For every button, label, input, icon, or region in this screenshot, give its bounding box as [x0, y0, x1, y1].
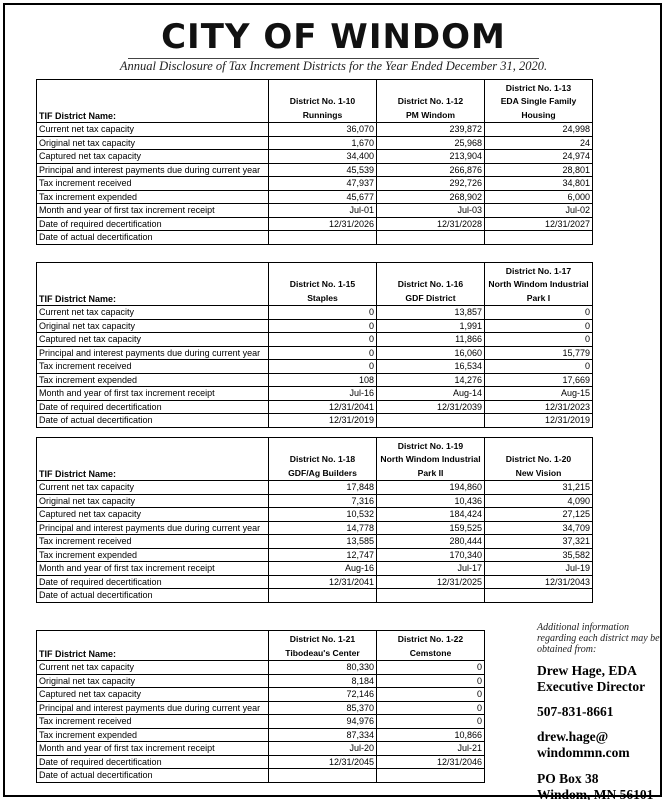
contact-address — [537, 771, 661, 800]
table-cell: 16,060 — [377, 346, 485, 360]
row-label: Date of required decertification — [37, 755, 269, 769]
table-cell: 24,974 — [485, 150, 593, 164]
row-label: Tax increment expended — [37, 728, 269, 742]
table-row — [37, 494, 593, 508]
row-label: Month and year of first tax increment receipt — [37, 562, 269, 576]
table-cell: 1,991 — [377, 319, 485, 333]
district-column-header — [485, 80, 593, 123]
row-label: Tax increment received — [37, 360, 269, 374]
table-cell: 8,184 — [269, 674, 377, 688]
table-row — [37, 177, 593, 191]
table-cell: 12/31/2019 — [485, 414, 593, 428]
district-column-header — [269, 438, 377, 481]
table-cell: 0 — [269, 346, 377, 360]
row-label: Date of actual decertification — [37, 231, 269, 245]
table-row — [37, 204, 593, 218]
row-label: Principal and interest payments due during current year — [37, 701, 269, 715]
district-column-header — [485, 263, 593, 306]
table-cell: 280,444 — [377, 535, 485, 549]
table-cell: Jul-02 — [485, 204, 593, 218]
table-cell: 292,726 — [377, 177, 485, 191]
table-cell: 12/31/2026 — [269, 217, 377, 231]
row-label: Date of required decertification — [37, 575, 269, 589]
table-cell: 0 — [269, 360, 377, 374]
district-name: EDA Single Family Housing — [500, 96, 577, 120]
table-row — [37, 387, 593, 401]
table-cell: 85,370 — [269, 701, 377, 715]
table-row — [37, 589, 593, 603]
table-header-row — [37, 631, 485, 661]
row-label: Original net tax capacity — [37, 674, 269, 688]
table-row — [37, 150, 593, 164]
table-cell: 7,316 — [269, 494, 377, 508]
tif-district-name-label: TIF District Name: — [37, 263, 269, 306]
table-cell: 213,904 — [377, 150, 485, 164]
contact-email — [537, 729, 661, 761]
table-cell: 12/31/2041 — [269, 400, 377, 414]
table-cell: 10,866 — [377, 728, 485, 742]
row-label: Principal and interest payments due during current year — [37, 346, 269, 360]
district-number: District No. 1-19 — [397, 440, 464, 451]
table-cell: 16,534 — [377, 360, 485, 374]
table-cell: 12/31/2019 — [269, 414, 377, 428]
row-label: Date of required decertification — [37, 400, 269, 414]
table-row — [37, 346, 593, 360]
table-row — [37, 319, 593, 333]
district-name: Runnings — [302, 109, 343, 120]
table-cell: Jul-16 — [269, 387, 377, 401]
table-row — [37, 163, 593, 177]
district-column-header — [485, 438, 593, 481]
row-label: Captured net tax capacity — [37, 508, 269, 522]
table-row — [37, 535, 593, 549]
table-cell — [269, 769, 377, 783]
district-name: New Vision — [515, 467, 562, 478]
table-cell: 0 — [485, 360, 593, 374]
page-subtitle: Annual Disclosure of Tax Increment Districts for the Year Ended December 31, 2020. — [119, 59, 548, 73]
table-cell: 13,585 — [269, 535, 377, 549]
table-cell: 72,146 — [269, 688, 377, 702]
table-cell — [485, 589, 593, 603]
table-cell: Aug-15 — [485, 387, 593, 401]
table-cell — [377, 231, 485, 245]
table-row — [37, 190, 593, 204]
row-label: Principal and interest payments due during current year — [37, 163, 269, 177]
row-label: Tax increment expended — [37, 548, 269, 562]
row-label: Date of actual decertification — [37, 414, 269, 428]
table-cell: 34,400 — [269, 150, 377, 164]
contact-info-block — [537, 622, 661, 800]
district-name: Staples — [307, 292, 338, 303]
tif-district-name-label: TIF District Name: — [37, 438, 269, 481]
table-cell — [269, 231, 377, 245]
table-cell: Aug-14 — [377, 387, 485, 401]
table-cell: 35,582 — [485, 548, 593, 562]
table-cell: 170,340 — [377, 548, 485, 562]
table-cell: 34,801 — [485, 177, 593, 191]
table-row — [37, 333, 593, 347]
district-number: District No. 1-21 — [289, 634, 356, 644]
district-column-header — [377, 80, 485, 123]
table-cell: 10,532 — [269, 508, 377, 522]
table-cell: 12/31/2046 — [377, 755, 485, 769]
table-cell: 34,709 — [485, 521, 593, 535]
table-row — [37, 373, 593, 387]
table-cell: 31,215 — [485, 481, 593, 495]
row-label: Month and year of first tax increment receipt — [37, 204, 269, 218]
row-label: Month and year of first tax increment receipt — [37, 742, 269, 756]
contact-email-line-1: drew.hage@ — [537, 729, 609, 744]
district-number: District No. 1-18 — [289, 454, 356, 464]
table-cell: Jul-17 — [377, 562, 485, 576]
table-row — [37, 769, 485, 783]
table-cell — [377, 769, 485, 783]
district-name: GDF District — [405, 292, 456, 303]
row-label: Captured net tax capacity — [37, 688, 269, 702]
table-row — [37, 742, 485, 756]
table-cell: 0 — [269, 333, 377, 347]
table-cell: 36,070 — [269, 123, 377, 137]
table-row — [37, 701, 485, 715]
table-cell: 0 — [377, 701, 485, 715]
table-cell: 0 — [377, 661, 485, 675]
district-column-header — [377, 631, 485, 661]
table-cell: 0 — [485, 306, 593, 320]
district-number: District No. 1-16 — [397, 279, 464, 289]
table-row — [37, 688, 485, 702]
district-number: District No. 1-17 — [505, 265, 572, 276]
row-label: Tax increment received — [37, 177, 269, 191]
table-cell: 10,436 — [377, 494, 485, 508]
table-row — [37, 728, 485, 742]
address-line-1: PO Box 38 — [537, 771, 599, 786]
table-row — [37, 508, 593, 522]
row-label: Current net tax capacity — [37, 481, 269, 495]
table-cell: 12/31/2043 — [485, 575, 593, 589]
table-cell: Jul-03 — [377, 204, 485, 218]
row-label: Current net tax capacity — [37, 661, 269, 675]
contact-title: Executive Director — [537, 679, 646, 694]
district-name: Tibodeau's Center — [285, 647, 360, 658]
district-column-header — [269, 80, 377, 123]
district-number: District No. 1-12 — [397, 96, 464, 106]
table-cell: 80,330 — [269, 661, 377, 675]
row-label: Captured net tax capacity — [37, 150, 269, 164]
table-cell: 0 — [377, 688, 485, 702]
table-cell: 11,866 — [377, 333, 485, 347]
table-cell: 159,525 — [377, 521, 485, 535]
table-cell: 12/31/2041 — [269, 575, 377, 589]
row-label: Original net tax capacity — [37, 494, 269, 508]
table-row — [37, 674, 485, 688]
table-row — [37, 755, 485, 769]
row-label: Captured net tax capacity — [37, 333, 269, 347]
table-row — [37, 400, 593, 414]
tif-table — [36, 262, 593, 428]
table-cell: 268,902 — [377, 190, 485, 204]
contact-email-line-2: windommn.com — [537, 745, 630, 760]
table-row — [37, 548, 593, 562]
table-cell: 0 — [269, 319, 377, 333]
row-label: Current net tax capacity — [37, 123, 269, 137]
district-number: District No. 1-22 — [397, 634, 464, 644]
table-cell: 1,670 — [269, 136, 377, 150]
district-number: District No. 1-13 — [505, 82, 572, 93]
table-row — [37, 715, 485, 729]
table-cell — [377, 414, 485, 428]
table-row — [37, 661, 485, 675]
row-label: Tax increment expended — [37, 190, 269, 204]
district-name: North Windom Industrial Park II — [380, 454, 481, 478]
table-cell: 12/31/2025 — [377, 575, 485, 589]
row-label: Original net tax capacity — [37, 136, 269, 150]
table-cell: Aug-16 — [269, 562, 377, 576]
table-cell: 12/31/2027 — [485, 217, 593, 231]
table-row — [37, 136, 593, 150]
table-cell: 27,125 — [485, 508, 593, 522]
table-row — [37, 562, 593, 576]
row-label: Original net tax capacity — [37, 319, 269, 333]
table-cell: 17,669 — [485, 373, 593, 387]
table-cell — [485, 231, 593, 245]
district-number: District No. 1-15 — [289, 279, 356, 289]
table-cell — [269, 589, 377, 603]
table-cell: 12/31/2039 — [377, 400, 485, 414]
table-row — [37, 306, 593, 320]
table-cell: 6,000 — [485, 190, 593, 204]
table-cell: 194,860 — [377, 481, 485, 495]
table-cell: 37,321 — [485, 535, 593, 549]
tif-table — [36, 630, 485, 783]
district-column-header — [269, 263, 377, 306]
info-intro: Additional information regarding each district may be obtained from: — [537, 622, 660, 655]
table-cell: 12,747 — [269, 548, 377, 562]
table-cell: 4,090 — [485, 494, 593, 508]
table-cell: 17,848 — [269, 481, 377, 495]
tif-district-name-label: TIF District Name: — [37, 631, 269, 661]
table-cell: 47,937 — [269, 177, 377, 191]
table-cell: 13,857 — [377, 306, 485, 320]
table-cell: 184,424 — [377, 508, 485, 522]
table-cell: Jul-21 — [377, 742, 485, 756]
tif-district-name-label: TIF District Name: — [37, 80, 269, 123]
table-cell: Jul-19 — [485, 562, 593, 576]
district-column-header — [377, 263, 485, 306]
table-cell: 94,976 — [269, 715, 377, 729]
table-cell: 15,779 — [485, 346, 593, 360]
district-name: PM Windom — [405, 109, 456, 120]
table-cell: 24,998 — [485, 123, 593, 137]
contact-name: Drew Hage, EDA — [537, 663, 637, 678]
table-cell: 12/31/2023 — [485, 400, 593, 414]
row-label: Tax increment expended — [37, 373, 269, 387]
district-name: Cemstone — [409, 647, 452, 658]
table-cell: 0 — [485, 319, 593, 333]
table-cell: 14,276 — [377, 373, 485, 387]
district-column-header — [269, 631, 377, 661]
address-line-2: Windom, MN 56101 — [537, 787, 654, 800]
table-cell: 108 — [269, 373, 377, 387]
table-row — [37, 360, 593, 374]
tif-table — [36, 79, 593, 245]
table-cell: 266,876 — [377, 163, 485, 177]
table-cell: 25,968 — [377, 136, 485, 150]
table-cell: 12/31/2045 — [269, 755, 377, 769]
table-cell: 0 — [485, 333, 593, 347]
table-row — [37, 414, 593, 428]
table-cell: 28,801 — [485, 163, 593, 177]
district-number: District No. 1-10 — [289, 96, 356, 106]
table-cell: 0 — [377, 715, 485, 729]
table-row — [37, 521, 593, 535]
table-row — [37, 123, 593, 137]
table-cell: 45,677 — [269, 190, 377, 204]
contact-phone: 507-831-8661 — [537, 704, 614, 719]
district-name: GDF/Ag Builders — [288, 467, 357, 478]
table-header-row — [37, 438, 593, 481]
page-title: CITY OF WINDOM — [161, 17, 506, 57]
row-label: Current net tax capacity — [37, 306, 269, 320]
table-row — [37, 231, 593, 245]
table-cell: 0 — [269, 306, 377, 320]
table-header-row — [37, 263, 593, 306]
table-cell: 0 — [377, 674, 485, 688]
row-label: Month and year of first tax increment receipt — [37, 387, 269, 401]
table-row — [37, 575, 593, 589]
table-cell: Jul-01 — [269, 204, 377, 218]
table-cell: 87,334 — [269, 728, 377, 742]
row-label: Date of actual decertification — [37, 589, 269, 603]
table-cell: 12/31/2028 — [377, 217, 485, 231]
district-column-header — [377, 438, 485, 481]
table-cell: Jul-20 — [269, 742, 377, 756]
row-label: Date of required decertification — [37, 217, 269, 231]
district-name: North Windom Industrial Park I — [488, 279, 589, 303]
table-row — [37, 217, 593, 231]
district-number: District No. 1-20 — [505, 454, 572, 464]
row-label: Tax increment received — [37, 535, 269, 549]
row-label: Tax increment received — [37, 715, 269, 729]
table-cell — [377, 589, 485, 603]
table-cell: 239,872 — [377, 123, 485, 137]
row-label: Date of actual decertification — [37, 769, 269, 783]
row-label: Principal and interest payments due during current year — [37, 521, 269, 535]
table-cell: 14,778 — [269, 521, 377, 535]
table-cell: 45,539 — [269, 163, 377, 177]
tif-table — [36, 437, 593, 603]
table-header-row — [37, 80, 593, 123]
contact-block — [537, 663, 661, 695]
table-row — [37, 481, 593, 495]
table-cell: 24 — [485, 136, 593, 150]
